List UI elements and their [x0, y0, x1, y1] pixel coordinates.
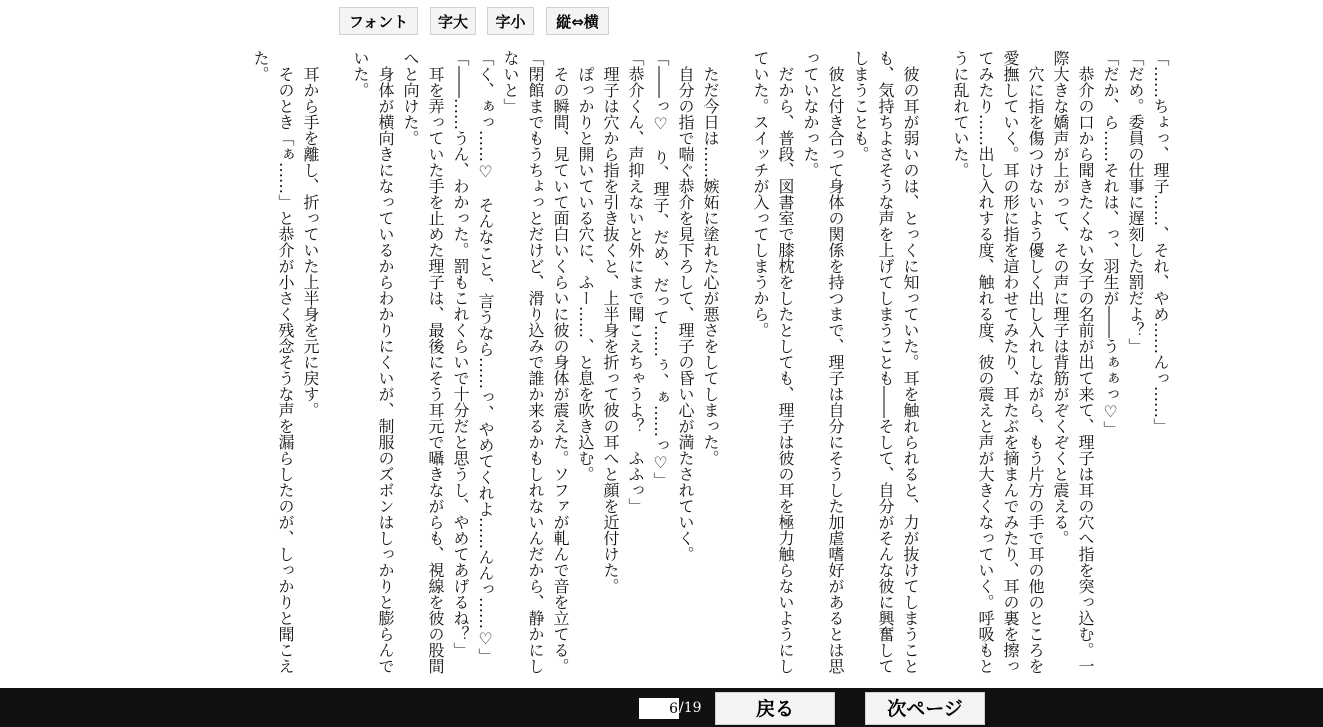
page-total: /19	[679, 700, 702, 716]
paragraph: 彼と付き合って身体の関係を持つまで、理子は自分にそうした加虐嗜好があるとは思っていなかった。	[801, 50, 845, 674]
orientation-toggle-button[interactable]: 縦⇔横	[546, 7, 609, 35]
font-size-up-button[interactable]: 字大	[430, 7, 476, 35]
back-button[interactable]: 戻る	[715, 692, 835, 725]
paragraph-blank	[723, 50, 748, 678]
font-size-down-button[interactable]: 字小	[487, 7, 534, 35]
paragraph-blank	[923, 50, 948, 678]
paragraph: 「だめ。委員の仕事に遅刻した罰だよ？」	[1126, 50, 1145, 354]
paragraph: 「恭介くん、声抑えないと外にまで聞こえちゃうよ？ ふふっ」	[626, 50, 645, 514]
vertical-text-body	[248, 50, 1173, 678]
paragraph: その瞬間、見ていて面白いくらいに彼の身体が震えた。ソファが軋んで音を立てる。	[551, 50, 570, 674]
paragraph: そのとき「ぁ……」と恭介が小さく残念そうな声を漏らしたのが、しっかりと聞こえた。	[251, 50, 295, 674]
paragraph: 恭介の口から聞きたくない女子の名前が出て来て、理子は耳の穴へ指を突っ込む。一際大きな嬌声が上がって、その声に理子は背筋がぞくぞくと震える。	[1051, 50, 1095, 674]
paragraph: 「く、ぁっ……♡ そんなこと、言うなら……っ、やめてくれよ……んんっ……♡」	[476, 50, 495, 664]
paragraph: 「――……うん、わかった。罰もこれくらいで十分だと思うし、やめてあげるね？」	[451, 50, 470, 658]
paragraph: 理子は穴から指を引き抜くと、上半身を折って彼の耳へと顔を近付けた。	[601, 50, 620, 594]
paragraph: 耳を弄っていた手を止めた理子は、最後にそう耳元で囁きながらも、視線を彼の股間へと向けた。	[401, 50, 445, 674]
paragraph: 身体が横向きになっているからわかりにくいが、制服のズボンはしっかりと膨らんでいた。	[351, 50, 395, 674]
paragraph: 「だか、ら……それは、っ、羽生が――うぁぁっ♡」	[1101, 50, 1120, 437]
paragraph: だから、普段、図書室で膝枕をしたとしても、理子は彼の耳を極力触らないようにしていた。スイッチが入ってしまうから。	[751, 50, 795, 674]
paragraph: 耳から手を離し、折っていた上半身を元に戻す。	[301, 50, 320, 418]
paragraph: 自分の指で喘ぐ恭介を見下ろして、理子の昏い心が満たされていく。	[676, 50, 695, 562]
paragraph: 彼の耳が弱いのは、とっくに知っていた。耳を触れられると、力が抜けてしまうことも、気持ちよさそうな声を上げてしまうことも――そして、自分がそんな彼に興奮してしまうことも。	[851, 50, 920, 674]
page-number-input[interactable]	[639, 698, 679, 719]
next-page-button[interactable]: 次ページ	[865, 692, 985, 725]
paragraph: 「……ちょっ、理子……、それ、やめ……んっ……」	[1151, 50, 1170, 434]
paragraph: 「――っ♡ り、理子、だめ、だって……ぅ、ぁ……っ♡」	[651, 50, 670, 488]
paragraph-blank	[323, 50, 348, 678]
paragraph: 「閉館までもうちょっとだけど、滑り込みで誰か来るかもしれないんだから、静かにしないと」	[501, 50, 545, 674]
paragraph: 穴に指を傷つけないよう優しく出し入れしながら、もう片方の手で耳の他のところを愛撫していく。耳の形に指を這わせてみたり、耳たぶを摘まんでみたり、耳の裏を擦ってみたり……出し入れする度、触れる度、彼の震えと声が大きくなっていく。呼吸もとうに乱れていた。	[951, 50, 1045, 674]
paragraph: ぽっかりと開いている穴に、ふー……、と息を吹き込む。	[576, 50, 595, 482]
font-button[interactable]: フォント	[339, 7, 418, 35]
paragraph: ただ今日は……嫉妬に塗れた心が悪さをしてしまった。	[701, 50, 720, 466]
